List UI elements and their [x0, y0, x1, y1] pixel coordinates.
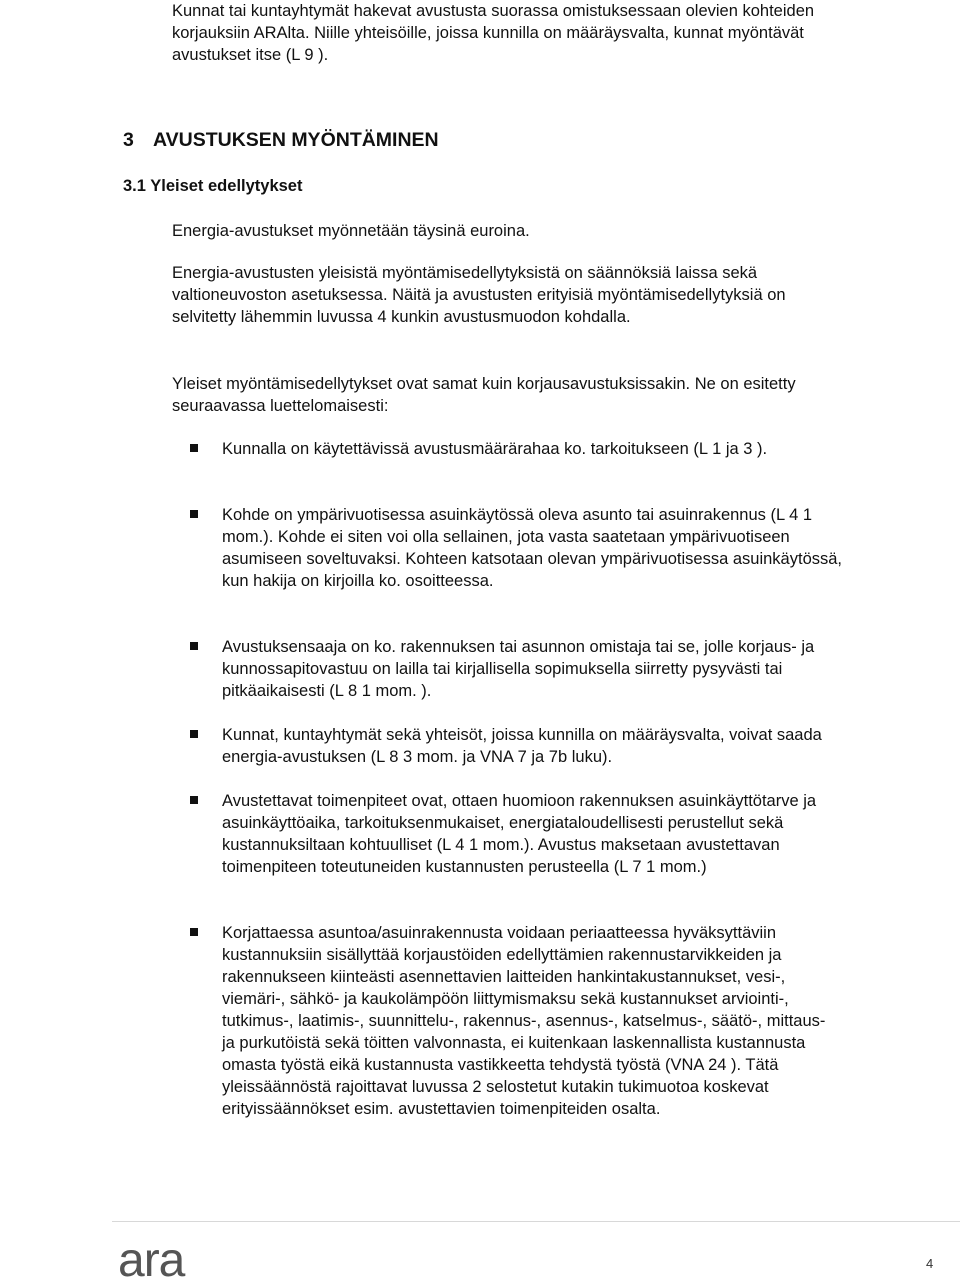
list-item — [190, 922, 850, 1120]
bullet-square-icon — [190, 796, 198, 804]
list-item — [190, 724, 850, 768]
paragraph-regulations: Energia-avustusten yleisistä myöntämisedellytyksistä on säännöksiä laissa sekä valtioneuvoston asetuksessa. Näitä ja avustusten erityisiä myöntämisedellytyksiä on selvitetty lähemmin luvussa 4 kunkin avustusmuodon kohdalla. — [172, 264, 786, 326]
list-item — [190, 504, 850, 592]
paragraph-general-conditions: Yleiset myöntämisedellytykset ovat samat kuin korjausavustuksissakin. Ne on esitetty seuraavassa luettelomaisesti: — [172, 375, 796, 415]
page-number: 4 — [926, 1256, 934, 1271]
subsection-heading: 3.1 Yleiset edellytykset — [123, 177, 303, 195]
footer-divider — [112, 1221, 960, 1222]
list-item-text: Avustuksensaaja on ko. rakennuksen tai asunnon omistaja tai se, jolle korjaus- ja kunnossapitovastuu on lailla tai kirjallisella sopimuksella siirretty pysyvästi tai pitkäaikaisesti (L 8 1 mom. ). — [222, 638, 815, 700]
list-item — [190, 636, 850, 702]
list-item — [190, 790, 850, 878]
list-item-text: Korjattaessa asuntoa/asuinrakennusta voidaan periaatteessa hyväksyttäviin kustannuksiin sisällyttää korjaustöiden edellyttämien rakennustarvikkeiden ja rakennukseen kiinteästi asennettavien laitteiden hankintakustannukset, vesi-, viemäri-, sähkö- ja kaukolämpöön liittymismaksu sekä kustannukset arviointi-, tutkimus-, laatimis-, suunnittelu-, rakennus-, asennus-, katselmus-, säätö-, mittaus- ja purkutöistä sekä töitten valvonnasta, ei kuitenkaan laskennallista kustannusta omasta työstä eikä kustannusta vastikkeetta tehdystä työstä (VNA 24 ). Tätä yleissäännöstä rajoittavat luvussa 2 selostetut kutakin tukimuotoa koskevat erityissäännökset esim. avustettavien toimenpiteiden osalta. — [222, 924, 826, 1118]
section-title: AVUSTUKSEN MYÖNTÄMINEN — [153, 129, 439, 151]
section-heading — [123, 128, 439, 152]
bullet-square-icon — [190, 642, 198, 650]
bullet-square-icon — [190, 510, 198, 518]
list-item — [190, 438, 850, 460]
bullet-square-icon — [190, 444, 198, 452]
list-item-text: Avustettavat toimenpiteet ovat, ottaen huomioon rakennuksen asuinkäyttötarve ja asuinkäyttöaika, tarkoituksenmukaiset, energiataloudellisesti perustellut sekä kustannuksiltaan kohtuulliset (L 4 1 mom.). Avustus maksetaan avustettavan toimenpiteen toteutuneiden kustannusten perusteella (L 7 1 mom.) — [222, 792, 817, 876]
list-item-text: Kohde on ympärivuotisessa asuinkäytössä oleva asunto tai asuinrakennus (L 4 1 mom.). Kohde ei siten voi olla sellainen, jota vasta saatetaan ympärivuotiseen asumiseen soveltuvaksi. Kohteen katsotaan olevan ympärivuotisessa asuinkäytössä, kun hakija on kirjoilla ko. osoitteessa. — [222, 506, 843, 590]
intro-paragraph: Kunnat tai kuntayhtymät hakevat avustusta suorassa omistuksessaan olevien kohteiden korjauksiin ARAlta. Niille yhteisöille, joissa kunnilla on määräysvalta, kunnat myöntävät avustukset itse (L 9 ). — [172, 2, 815, 64]
bullet-square-icon — [190, 928, 198, 936]
bullet-square-icon — [190, 730, 198, 738]
section-number: 3 — [123, 129, 134, 151]
ara-logo — [118, 1236, 238, 1282]
paragraph-euros: Energia-avustukset myönnetään täysinä euroina. — [172, 222, 530, 240]
list-item-text: Kunnat, kuntayhtymät sekä yhteisöt, joissa kunnilla on määräysvalta, voivat saada energia-avustuksen (L 8 3 mom. ja VNA 7 ja 7b luku). — [222, 726, 822, 766]
list-item-text: Kunnalla on käytettävissä avustusmäärärahaa ko. tarkoitukseen (L 1 ja 3 ). — [222, 440, 768, 458]
ara-logo-text: ara — [118, 1236, 185, 1282]
